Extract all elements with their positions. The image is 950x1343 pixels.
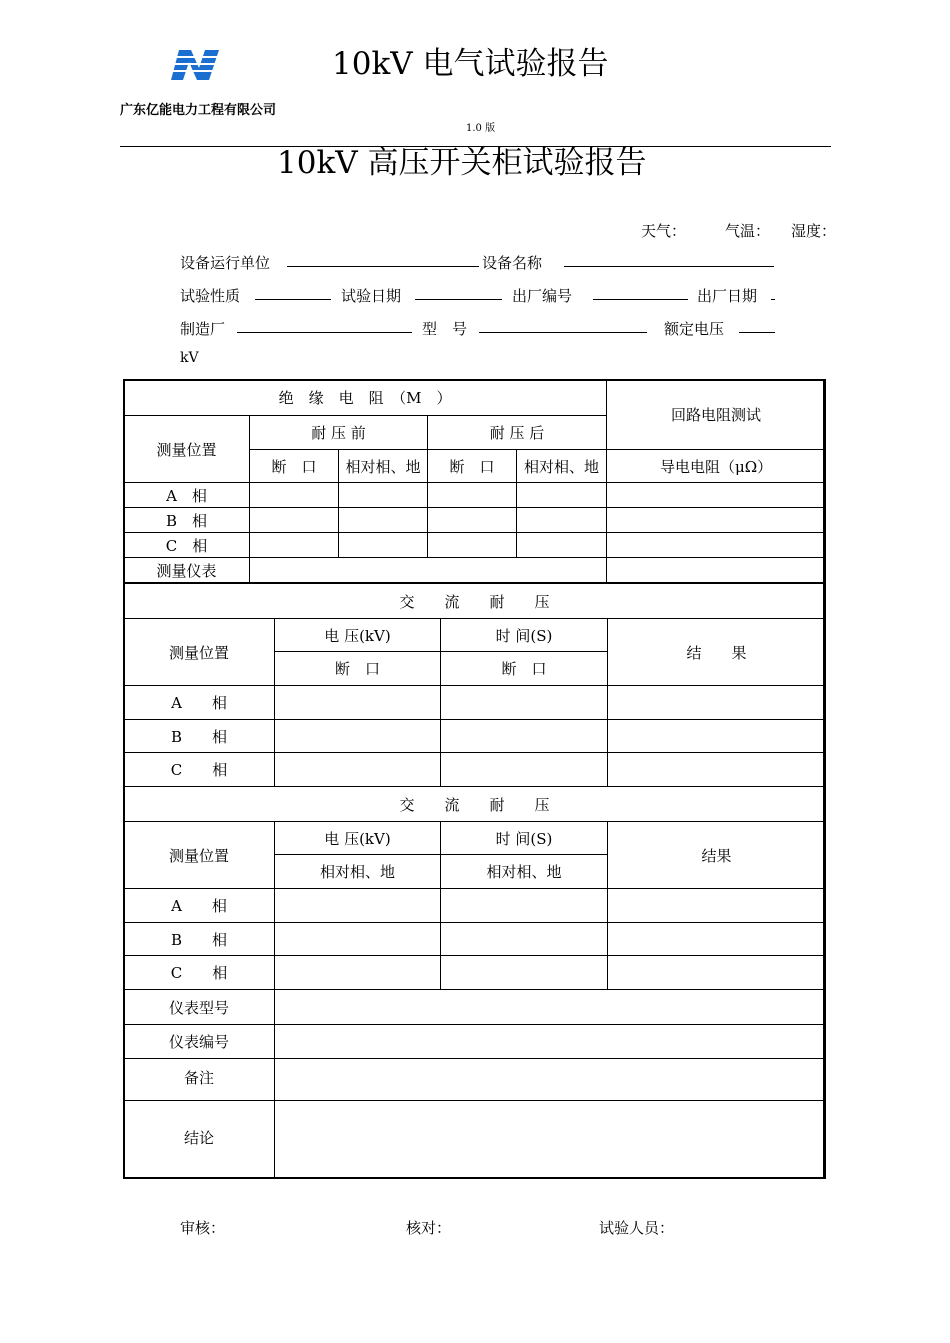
cell[interactable] [441,686,608,720]
time-label: 时 间(S) [441,822,608,855]
version-label: 1.0 版 [466,123,496,134]
cell[interactable] [517,533,607,558]
result-label: 结 果 [608,619,826,686]
temperature-label: 气温： [725,222,771,240]
cell[interactable] [250,483,339,508]
humidity-label: 湿度： [791,222,837,240]
cell[interactable] [607,508,826,533]
name-field[interactable] [564,266,774,267]
phase-ground-label: 相对相、地 [339,450,428,483]
cell[interactable] [428,533,517,558]
unit-label: 设备运行单位 [180,254,271,272]
cell[interactable] [339,483,428,508]
model-field[interactable] [479,332,647,333]
cell[interactable] [441,923,608,956]
cell[interactable] [441,720,608,753]
cell[interactable] [517,508,607,533]
row-label-c: C 相 [124,956,275,990]
cell[interactable] [275,686,441,720]
conclusion-field[interactable] [275,1101,826,1179]
position-label: 测量位置 [124,416,250,483]
mfg-date-label: 出厂日期 [697,287,758,305]
cell[interactable] [441,753,608,787]
break-label: 断 口 [441,652,608,686]
phase-ground-label: 相对相、地 [275,855,441,889]
cell[interactable] [441,956,608,990]
cell[interactable] [275,889,441,923]
cell[interactable] [250,558,607,583]
ac-withstand-table-phase [123,786,826,990]
nature-label: 试验性质 [180,287,241,305]
ac-withstand-table-break [123,583,826,787]
kv-unit: kV [180,350,199,366]
position-label: 测量位置 [124,619,275,686]
voltage-label: 电 压(kV) [275,619,441,652]
cell[interactable] [608,753,826,787]
before-label: 耐 压 前 [250,416,428,450]
instrument-model-field[interactable] [275,990,826,1025]
company-name: 广东亿能电力工程有限公司 [120,103,277,118]
row-label-b: B 相 [124,923,275,956]
result-label: 结果 [608,822,826,889]
row-label-b: B 相 [124,720,275,753]
row-label-c: C 相 [124,753,275,787]
date-field[interactable] [415,299,502,300]
phase-ground-label: 相对相、地 [517,450,607,483]
cell[interactable] [608,889,826,923]
after-label: 耐 压 后 [428,416,607,450]
instrument-label: 测量仪表 [124,558,250,583]
company-logo-icon [165,48,225,82]
conclusion-label: 结论 [124,1101,275,1179]
cell[interactable] [608,956,826,990]
row-label-c: C 相 [124,533,250,558]
cell[interactable] [608,686,826,720]
date-label: 试验日期 [341,287,402,305]
cell[interactable] [339,533,428,558]
break-label: 断 口 [275,652,441,686]
cell[interactable] [607,483,826,508]
model-label: 型 号 [422,320,468,338]
instrument-number-field[interactable] [275,1025,826,1059]
cell[interactable] [607,558,826,583]
unit-field[interactable] [287,266,479,267]
time-label: 时 间(S) [441,619,608,652]
voltage-label: 电 压(kV) [275,822,441,855]
instrument-number-label: 仪表编号 [124,1025,275,1059]
cell[interactable] [339,508,428,533]
row-label-a: A 相 [124,686,275,720]
row-label-b: B 相 [124,508,250,533]
ac-title: 交 流 耐 压 [124,787,826,822]
insulation-title: 绝 缘 电 阻 （M ） [124,380,607,416]
cell[interactable] [275,923,441,956]
maker-field[interactable] [237,332,412,333]
conductive-resistance-label: 导电电阻（μΩ） [607,450,826,483]
phase-ground-label: 相对相、地 [441,855,608,889]
instrument-model-label: 仪表型号 [124,990,275,1025]
mfg-date-field[interactable] [771,299,775,300]
serial-label: 出厂编号 [512,287,573,305]
name-label: 设备名称 [482,254,543,272]
check-label: 核对： [406,1219,452,1237]
rated-voltage-label: 额定电压 [664,320,725,338]
cell[interactable] [428,483,517,508]
footer-table [123,989,826,1179]
review-label: 审核： [180,1219,226,1237]
position-label: 测量位置 [124,822,275,889]
cell[interactable] [428,508,517,533]
cell[interactable] [275,956,441,990]
tester-label: 试验人员： [599,1219,675,1237]
weather-label: 天气： [641,222,687,240]
maker-label: 制造厂 [180,320,226,338]
row-label-a: A 相 [124,483,250,508]
cell[interactable] [608,720,826,753]
break-label: 断 口 [250,450,339,483]
cell[interactable] [517,483,607,508]
ac-title: 交 流 耐 压 [124,584,826,619]
nature-field[interactable] [255,299,331,300]
cell[interactable] [250,508,339,533]
cell[interactable] [275,753,441,787]
loop-resistance-label: 回路电阻测试 [607,380,826,450]
remark-field[interactable] [275,1059,826,1101]
cell[interactable] [441,889,608,923]
cell[interactable] [607,533,826,558]
header-title: 10kV 电气试验报告 [332,46,609,82]
serial-field[interactable] [593,299,688,300]
report-title: 10kV 高压开关柜试验报告 [277,145,647,181]
cell[interactable] [608,923,826,956]
insulation-table [123,379,826,583]
break-label: 断 口 [428,450,517,483]
row-label-a: A 相 [124,889,275,923]
cell[interactable] [275,720,441,753]
cell[interactable] [250,533,339,558]
rated-voltage-field[interactable] [739,332,775,333]
remark-label: 备注 [124,1059,275,1101]
